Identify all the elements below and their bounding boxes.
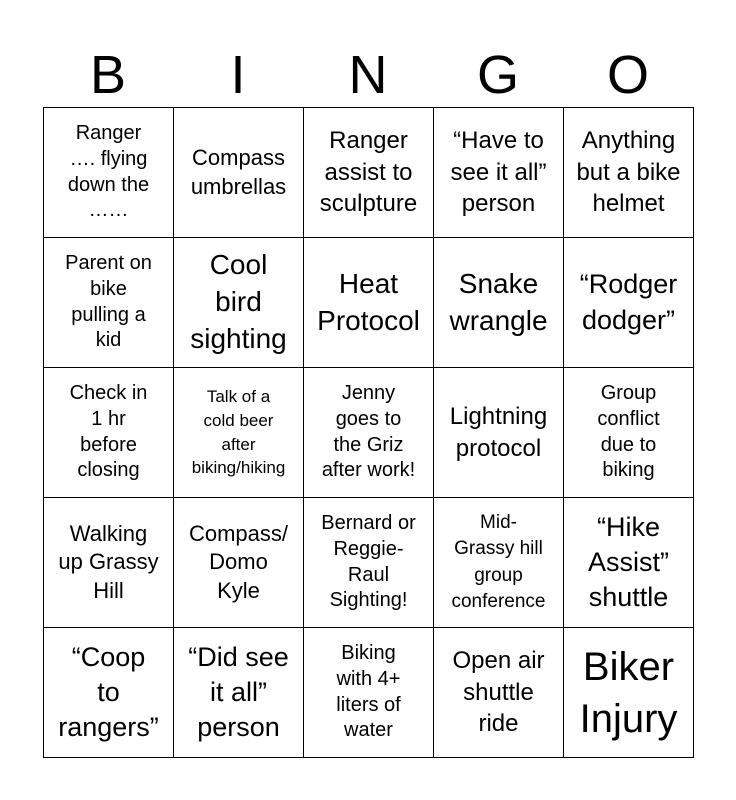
header-letter-i: I [230, 45, 246, 105]
bingo-cell[interactable]: Compass umbrellas [174, 108, 304, 238]
bingo-cell[interactable]: Lightning protocol [434, 368, 564, 498]
bingo-cell[interactable]: “Hike Assist” shuttle [564, 498, 694, 628]
header-letter-n: N [348, 45, 388, 105]
bingo-board [43, 107, 694, 758]
bingo-cell[interactable]: Ranger assist to sculpture [304, 108, 434, 238]
bingo-cell[interactable]: Compass/ Domo Kyle [174, 498, 304, 628]
bingo-cell[interactable]: Mid- Grassy hill group conference [434, 498, 564, 628]
bingo-cell[interactable]: Heat Protocol [304, 238, 434, 368]
bingo-cell[interactable]: Cool bird sighting [174, 238, 304, 368]
board-row [44, 498, 694, 628]
bingo-cell[interactable]: “Did see it all” person [174, 628, 304, 758]
header-letter-g: G [476, 45, 519, 105]
bingo-cell[interactable]: Biker Injury [564, 628, 694, 758]
bingo-cell[interactable]: Open air shuttle ride [434, 628, 564, 758]
bingo-cell[interactable]: “Rodger dodger” [564, 238, 694, 368]
bingo-cell[interactable]: Group conflict due to biking [564, 368, 694, 498]
board-row [44, 368, 694, 498]
bingo-header [43, 44, 693, 106]
bingo-cell[interactable]: Talk of a cold beer after biking/hiking [174, 368, 304, 498]
board-row [44, 628, 694, 758]
bingo-cell[interactable]: Parent on bike pulling a kid [44, 238, 174, 368]
bingo-cell[interactable]: “Have to see it all” person [434, 108, 564, 238]
bingo-cell[interactable]: Check in 1 hr before closing [44, 368, 174, 498]
board-row [44, 108, 694, 238]
bingo-cell[interactable]: Ranger …. flying down the …… [44, 108, 174, 238]
header-letter-b: B [89, 45, 127, 105]
board-row [44, 238, 694, 368]
bingo-cell[interactable]: Walking up Grassy Hill [44, 498, 174, 628]
bingo-cell[interactable]: Jenny goes to the Griz after work! [304, 368, 434, 498]
header-letter-o: O [606, 45, 649, 105]
bingo-cell[interactable]: Snake wrangle [434, 238, 564, 368]
bingo-cell[interactable]: Anything but a bike helmet [564, 108, 694, 238]
bingo-cell[interactable]: “Coop to rangers” [44, 628, 174, 758]
bingo-cell[interactable]: Bernard or Reggie- Raul Sighting! [304, 498, 434, 628]
bingo-cell[interactable]: Biking with 4+ liters of water [304, 628, 434, 758]
